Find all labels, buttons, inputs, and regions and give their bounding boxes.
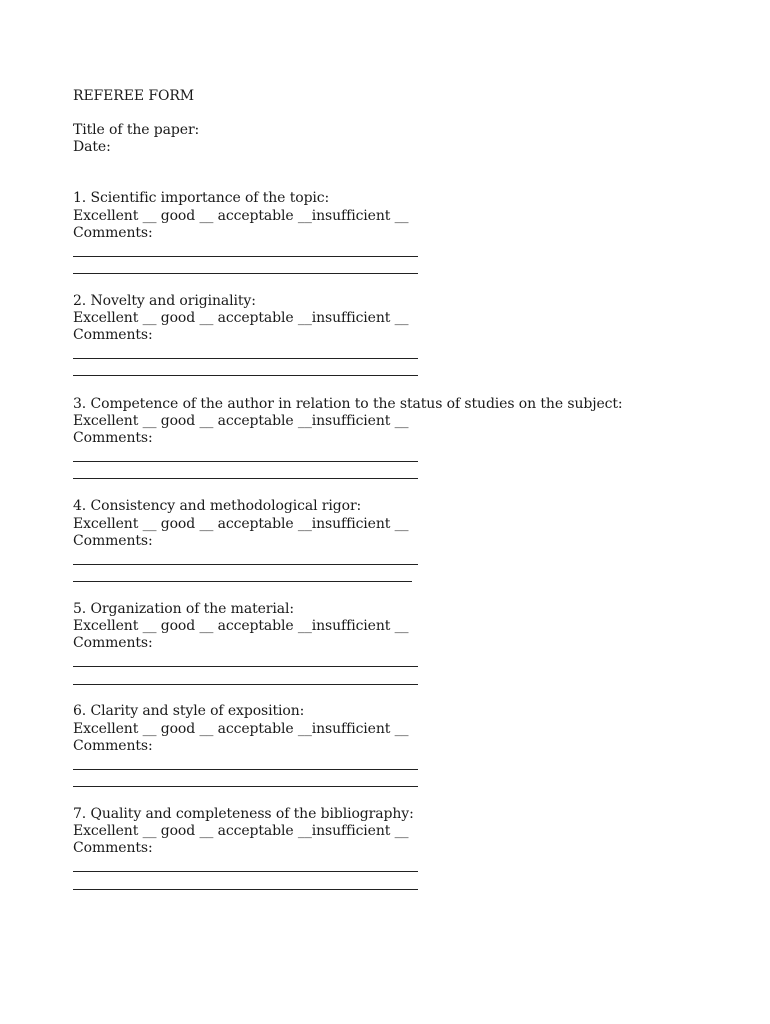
rating-options: Excellent __ good __ acceptable __insufficient __ bbox=[73, 208, 409, 224]
question-title: 5. Organization of the material: bbox=[73, 601, 294, 617]
comment-line bbox=[73, 666, 418, 667]
comments-label: Comments: bbox=[73, 327, 153, 343]
date-label: Date: bbox=[73, 139, 111, 155]
comment-line bbox=[73, 564, 418, 565]
comment-line bbox=[73, 684, 418, 685]
question-title: 2. Novelty and originality: bbox=[73, 293, 256, 309]
paper-title-label: Title of the paper: bbox=[73, 122, 200, 138]
comment-line bbox=[73, 786, 418, 787]
rating-options: Excellent __ good __ acceptable __insufficient __ bbox=[73, 618, 409, 634]
rating-options: Excellent __ good __ acceptable __insufficient __ bbox=[73, 310, 409, 326]
comment-line bbox=[73, 461, 418, 462]
comments-label: Comments: bbox=[73, 225, 153, 241]
comments-label: Comments: bbox=[73, 840, 153, 856]
comment-line bbox=[73, 581, 412, 582]
comments-label: Comments: bbox=[73, 738, 153, 754]
question-title: 7. Quality and completeness of the bibliography: bbox=[73, 806, 414, 822]
rating-options: Excellent __ good __ acceptable __insufficient __ bbox=[73, 516, 409, 532]
comment-line bbox=[73, 478, 418, 479]
comment-line bbox=[73, 871, 418, 872]
question-title: 3. Competence of the author in relation to the status of studies on the subject: bbox=[73, 396, 623, 412]
comments-label: Comments: bbox=[73, 430, 153, 446]
comments-label: Comments: bbox=[73, 635, 153, 651]
form-heading: REFEREE FORM bbox=[73, 88, 194, 104]
comment-line bbox=[73, 358, 418, 359]
comments-label: Comments: bbox=[73, 533, 153, 549]
comment-line bbox=[73, 375, 418, 376]
question-title: 6. Clarity and style of exposition: bbox=[73, 703, 305, 719]
comment-line bbox=[73, 273, 418, 274]
question-title: 1. Scientific importance of the topic: bbox=[73, 190, 330, 206]
rating-options: Excellent __ good __ acceptable __insufficient __ bbox=[73, 721, 409, 737]
question-title: 4. Consistency and methodological rigor: bbox=[73, 498, 362, 514]
rating-options: Excellent __ good __ acceptable __insufficient __ bbox=[73, 823, 409, 839]
rating-options: Excellent __ good __ acceptable __insufficient __ bbox=[73, 413, 409, 429]
comment-line bbox=[73, 256, 418, 257]
comment-line bbox=[73, 769, 418, 770]
comment-line bbox=[73, 889, 418, 890]
